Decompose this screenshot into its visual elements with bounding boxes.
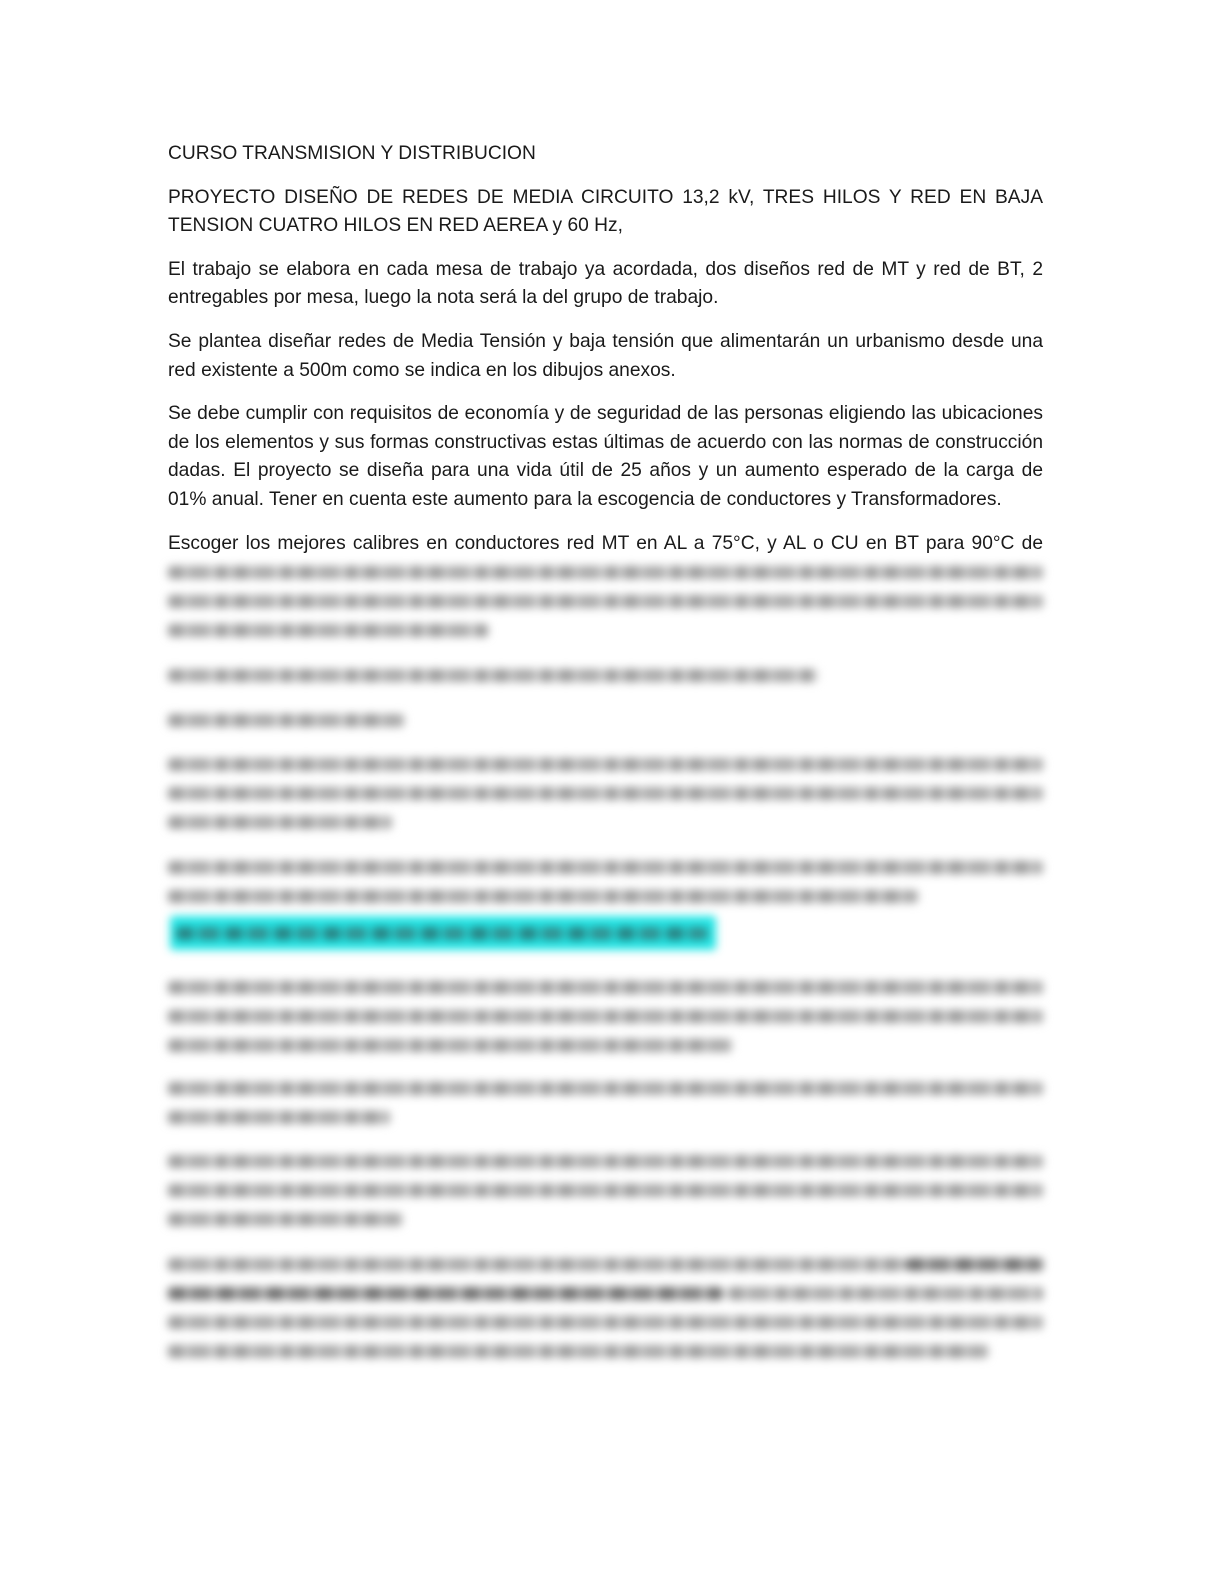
blurred-content-region (168, 558, 1043, 1378)
paragraph-conductors-visible: Escoger los mejores calibres en conductores red MT en AL a 75°C, y AL o CU en BT para 90°C de (168, 532, 1043, 554)
blurred-text-line (168, 595, 1043, 608)
blurred-text-line (168, 566, 1043, 579)
blurred-text-line (168, 1213, 402, 1226)
paragraph-project: PROYECTO DISEÑO DE REDES DE MEDIA CIRCUITO 13,2 kV, TRES HILOS Y RED EN BAJA TENSION CUATRO HILOS EN RED AEREA y 60 Hz, (168, 186, 1043, 237)
blurred-text-line (728, 1287, 1043, 1300)
blurred-text-line (168, 816, 392, 829)
blurred-text-line (168, 1082, 1043, 1095)
blurred-text-line (168, 1155, 1043, 1168)
blurred-bold-text (906, 1258, 1043, 1271)
blurred-text-line (168, 890, 918, 903)
blurred-text-line (168, 624, 488, 637)
blurred-text-line (168, 861, 1043, 874)
blurred-text-line (168, 1039, 733, 1052)
blurred-highlighted-line (170, 916, 716, 950)
blurred-text-line (168, 1258, 906, 1271)
blurred-text-line (168, 669, 818, 682)
blurred-bold-text (168, 1287, 723, 1300)
document-title: CURSO TRANSMISION Y DISTRIBUCION (168, 143, 536, 164)
paragraph-work: El trabajo se elabora en cada mesa de trabajo ya acordada, dos diseños red de MT y red de BT, 2 entregables por mesa, luego la nota será la del grupo de trabajo. (168, 258, 1043, 309)
blurred-text-line (168, 1184, 1043, 1197)
blurred-text-line (168, 758, 1043, 771)
document-body (168, 140, 1043, 1378)
blurred-text-line (168, 1111, 390, 1124)
blurred-text-line (168, 787, 1043, 800)
paragraph-design: Se plantea diseñar redes de Media Tensión y baja tensión que alimentarán un urbanismo desde una red existente a 500m como se indica en los dibujos anexos. (168, 330, 1043, 381)
paragraph-requirements: Se debe cumplir con requisitos de economía y de seguridad de las personas eligiendo las ubicaciones de los elementos y sus formas constructivas estas últimas de acuerdo con las normas de construcción dadas. El proyecto se diseña para una vida útil de 25 años y un aumento esperado de la carga de 01% anual. Tener en cuenta este aumento para la escogencia de conductores y Transformadores. (168, 403, 1043, 510)
blurred-heading (168, 714, 404, 727)
blurred-text-line (168, 981, 1043, 994)
blurred-text-line (168, 1345, 988, 1358)
blurred-text-line (168, 1316, 1043, 1329)
blurred-text-line (168, 1010, 1043, 1023)
blurred-text-line (176, 927, 708, 940)
